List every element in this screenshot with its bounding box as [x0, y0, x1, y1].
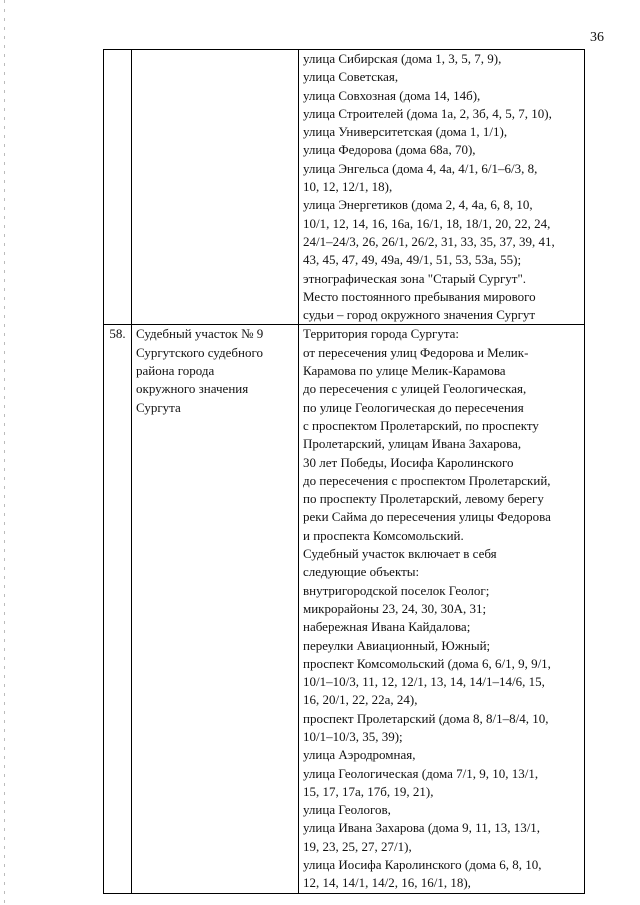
- text-line: до пересечения с улицей Геологическая,: [303, 381, 527, 397]
- text-line: Пролетарский, улицам Ивана Захарова,: [303, 436, 522, 452]
- text-line: улица Иосифа Каролинского (дома 6, 8, 10,: [303, 857, 542, 873]
- text-line: Территория города Сургута:: [303, 326, 460, 342]
- text-line: улица Совхозная (дома 14, 14б),: [303, 87, 481, 103]
- text-line: 10/1, 12, 14, 16, 16а, 16/1, 18, 18/1, 20, 22, 24,: [303, 215, 551, 231]
- text-line: переулки Авиационный, Южный;: [303, 637, 491, 653]
- text-line: окружного значения: [136, 381, 249, 397]
- table-row: [104, 50, 585, 325]
- page-number: 36: [590, 30, 604, 45]
- row-number-cell: 58.: [104, 325, 132, 893]
- text-line: 43, 45, 47, 49, 49а, 49/1, 51, 53, 53а, 55);: [303, 252, 522, 268]
- text-line: внутригородской поселок Геолог;: [303, 582, 490, 598]
- table-body: [104, 50, 585, 894]
- text-line: 19, 23, 25, 27, 27/1),: [303, 838, 412, 854]
- text-line: проспект Комсомольский (дома 6, 6/1, 9, 9/1,: [303, 655, 551, 671]
- text-line: улица Аэродромная,: [303, 747, 416, 763]
- text-line: 24/1–24/3, 26, 26/1, 26/2, 31, 33, 35, 37, 39, 41,: [303, 233, 555, 249]
- text-line: 15, 17, 17а, 17б, 19, 21),: [303, 783, 434, 799]
- text-line: 10, 12, 12/1, 18),: [303, 179, 393, 195]
- text-line: улица Ивана Захарова (дома 9, 11, 13, 13/1,: [303, 820, 541, 836]
- text-line: этнографическая зона "Старый Сургут".: [303, 270, 527, 286]
- text-line: до пересечения с проспектом Пролетарский,: [303, 472, 551, 488]
- text-line: реки Сайма до пересечения улицы Федорова: [303, 509, 551, 525]
- text-line: по улице Геологическая до пересечения: [303, 399, 524, 415]
- text-line: района города: [136, 363, 215, 379]
- text-line: Судебный участок № 9: [136, 326, 264, 342]
- court-name-cell: [132, 325, 299, 893]
- text-line: Сургута: [136, 399, 181, 415]
- text-line: Сургутского судебного: [136, 344, 263, 360]
- text-line: Место постоянного пребывания мирового: [303, 288, 536, 304]
- text-line: улица Энгельса (дома 4, 4а, 4/1, 6/1–6/3, 8,: [303, 160, 538, 176]
- text-line: улица Федорова (дома 68а, 70),: [303, 142, 476, 158]
- text-line: проспект Пролетарский (дома 8, 8/1–8/4, 10,: [303, 710, 549, 726]
- text-line: улица Геологическая (дома 7/1, 9, 10, 13/1,: [303, 765, 539, 781]
- text-line: судьи – город окружного значения Сургут: [303, 307, 536, 323]
- court-districts-table: [103, 49, 585, 894]
- territory-cell: [299, 50, 585, 325]
- text-line: улица Энергетиков (дома 2, 4, 4а, 6, 8, 10,: [303, 197, 533, 213]
- text-line: микрорайоны 23, 24, 30, 30А, 31;: [303, 600, 487, 616]
- text-line: 12, 14, 14/1, 14/2, 16, 16/1, 18),: [303, 875, 471, 891]
- court-name-cell: [132, 50, 299, 325]
- text-line: набережная Ивана Кайдалова;: [303, 619, 471, 635]
- text-line: 10/1–10/3, 11, 12, 12/1, 13, 14, 14/1–14/6, 15,: [303, 674, 545, 690]
- text-line: улица Строителей (дома 1а, 2, 3б, 4, 5, 7, 10),: [303, 105, 552, 121]
- text-line: улица Сибирская (дома 1, 3, 5, 7, 9),: [303, 51, 502, 66]
- text-line: 10/1–10/3, 35, 39);: [303, 728, 403, 744]
- text-line: по проспекту Пролетарский, левому берегу: [303, 491, 544, 507]
- text-line: от пересечения улиц Федорова и Мелик-: [303, 344, 529, 360]
- text-line: 30 лет Победы, Иосифа Каролинского: [303, 454, 514, 470]
- text-line: улица Университетская (дома 1, 1/1),: [303, 124, 508, 140]
- text-line: 16, 20/1, 22, 22а, 24),: [303, 692, 418, 708]
- text-line: Судебный участок включает в себя: [303, 546, 497, 562]
- text-line: улица Геологов,: [303, 802, 391, 818]
- text-line: следующие объекты:: [303, 564, 420, 580]
- text-line: Карамова по улице Мелик-Карамова: [303, 363, 506, 379]
- territory-cell: [299, 325, 585, 893]
- table-row: [104, 325, 585, 893]
- text-line: с проспектом Пролетарский, по проспекту: [303, 417, 539, 433]
- scan-edge-mark: [4, 0, 5, 905]
- text-line: улица Советская,: [303, 69, 399, 85]
- text-line: и проспекта Комсомольский.: [303, 527, 464, 543]
- row-number-cell: [104, 50, 132, 325]
